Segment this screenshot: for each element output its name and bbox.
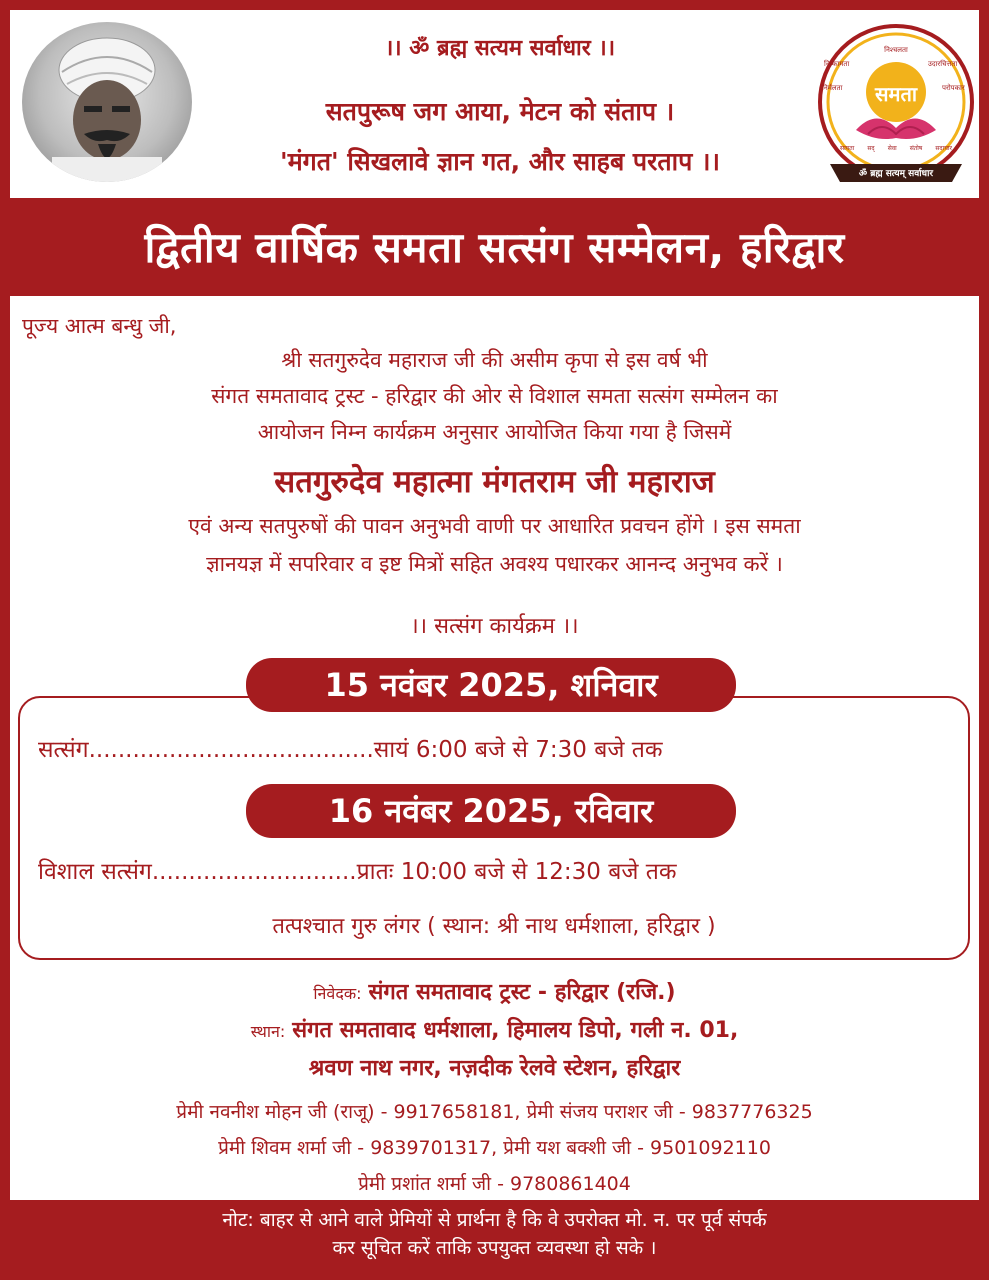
greeting: पूज्य आत्म बन्धु जी, <box>22 314 177 338</box>
body-line-5: ज्ञानयज्ञ में सपरिवार व इष्ट मित्रों सहित अवश्य पधारकर आनन्द अनुभव करें । <box>206 552 783 576</box>
note-line-2: कर सूचित करें ताकि उपयुक्त व्यवस्था हो सके । <box>332 1237 657 1259</box>
logo-bottom-word: सद् <box>867 145 875 152</box>
footer-note <box>0 1206 989 1262</box>
presenter-value: संगत समतावाद ट्रस्ट - हरिद्वार (रजि.) <box>368 980 676 1005</box>
logo-arc-word-2: निश्चलता <box>884 46 908 54</box>
body-line-3: आयोजन निम्न कार्यक्रम अनुसार आयोजित किया गया है जिसमें <box>257 420 732 444</box>
logo-arc-word-4: परोपकार <box>942 84 965 92</box>
event-title: द्वितीय वार्षिक समता सत्संग सम्मेलन, हरिद्वार <box>144 223 845 272</box>
body-line-2: संगत समतावाद ट्रस्ट - हरिद्वार की ओर से विशाल समता सत्संग सम्मेलन का <box>211 384 778 408</box>
venue-value-1: संगत समतावाद धर्मशाला, हिमालय डिपो, गली न. 01, <box>292 1018 739 1043</box>
invitation-body <box>10 296 979 1200</box>
samta-logo <box>816 22 976 192</box>
day2-note: तत्पश्चात गुरु लंगर ( स्थान: श्री नाथ धर्मशाला, हरिद्वार ) <box>272 914 716 939</box>
note-line-1: नोट: बाहर से आने वाले प्रेमियों से प्रार्थना है कि वे उपरोक्त मो. न. पर पूर्व संपर्क <box>222 1209 767 1231</box>
day2-date-pill: 16 नवंबर 2025, रविवार <box>246 784 736 838</box>
logo-bottom-word: सत्यता <box>840 145 855 152</box>
logo-arc-word-3: उदारचित्तता <box>928 60 958 68</box>
presenter-line <box>10 976 979 1006</box>
logo-bottom-words <box>840 144 952 152</box>
logo-arc-word-1: निष्कामता <box>824 60 850 68</box>
logo-arc-word-0: निर्मलता <box>822 84 843 92</box>
contact-line-2: प्रेमी शिवम शर्मा जी - 9839701317, प्रेमी यश बक्शी जी - 9501092110 <box>218 1137 771 1159</box>
day1-date-pill: 15 नवंबर 2025, शनिवार <box>246 658 736 712</box>
couplet-line-1: सतपुरूष जग आया, मेटन को संताप । <box>325 97 675 126</box>
contact-line-3: प्रेमी प्रशांत शर्मा जी - 9780861404 <box>358 1173 631 1195</box>
logo-bottom-word: सेवा <box>887 145 897 152</box>
portrait-illustration <box>22 22 192 182</box>
day2-item: विशाल सत्संग............................प्रातः 10:00 बजे से 12:30 बजे तक <box>38 859 677 885</box>
logo-bottom-word: सदाचार <box>935 145 952 152</box>
body-line-1: श्री सतगुरुदेव महाराज जी की असीम कृपा से इस वर्ष भी <box>281 348 708 372</box>
contact-line-1: प्रेमी नवनीश मोहन जी (राजू) - 9917658181, प्रेमी संजय पराशर जी - 9837776325 <box>176 1101 813 1123</box>
couplet-line-2: 'मंगत' सिखलावे ज्ञान गत, और साहब परताप ।। <box>280 147 720 176</box>
venue-label: स्थान: <box>250 1022 286 1041</box>
program-heading: ।। सत्संग कार्यक्रम ।। <box>410 614 579 639</box>
logo-center-text: समता <box>874 82 918 106</box>
venue-line-1 <box>10 1014 979 1044</box>
logo-bottom-word: संतोष <box>909 145 923 152</box>
day1-item: सत्संग.......................................सायं 6:00 बजे से 7:30 बजे तक <box>38 737 663 763</box>
presenter-label: निवेदक: <box>313 984 362 1003</box>
logo-banner-text: ॐ ब्रह्म सत्यम् सर्वाधार <box>858 169 934 179</box>
venue-line-2: श्रवण नाथ नगर, नज़दीक रेलवे स्टेशन, हरिद्वार <box>308 1056 681 1081</box>
body-line-4: एवं अन्य सतपुरुषों की पावन अनुभवी वाणी पर आधारित प्रवचन होंगे । इस समता <box>188 514 801 538</box>
saint-portrait-image <box>22 22 192 182</box>
guru-name-highlight: सतगुरुदेव महात्मा मंगतराम जी महाराज <box>274 464 715 500</box>
invocation-line: ।। ॐ ब्रह्म सत्यम सर्वाधार ।। <box>384 36 616 61</box>
header-panel <box>10 10 979 198</box>
